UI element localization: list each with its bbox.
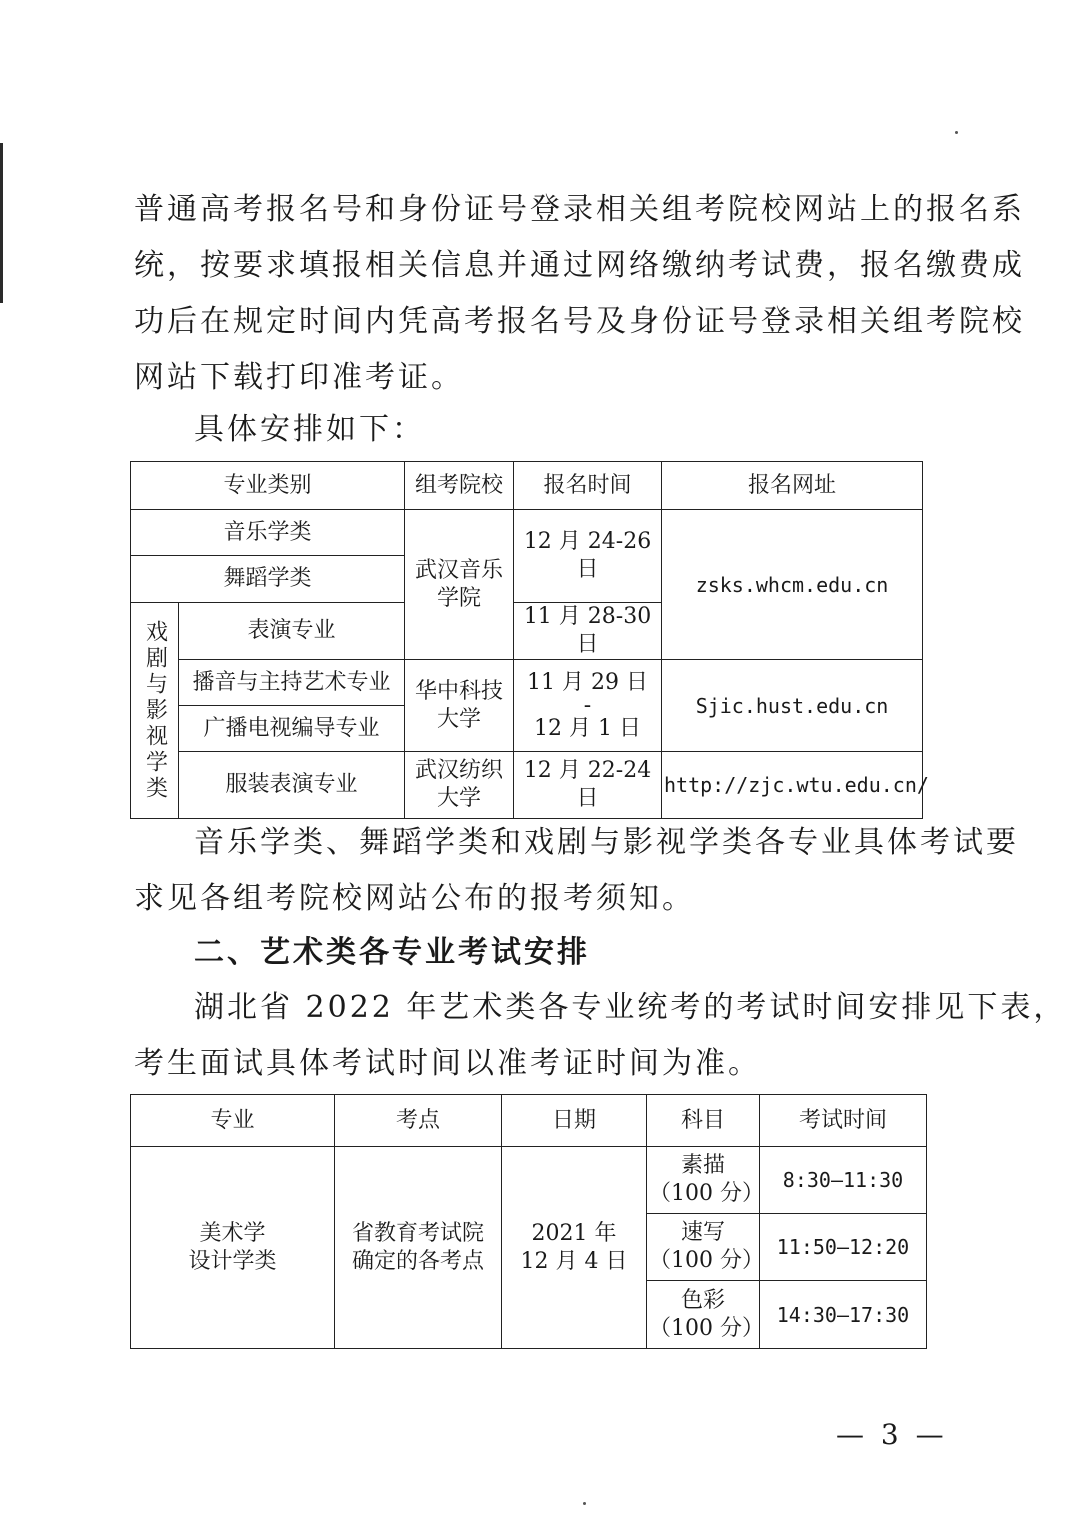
table-row — [131, 660, 923, 706]
major-fashion: 服装表演专业 — [179, 752, 405, 819]
arrangement-paragraph — [134, 402, 984, 458]
registration-table — [130, 461, 929, 819]
exam-paragraph — [134, 980, 1067, 1092]
header-cell: 报名时间 — [514, 462, 662, 510]
subject-cell: 素描 （100 分） — [647, 1147, 760, 1214]
exam-date: 2021 年 12 月 4 日 — [502, 1147, 647, 1349]
date-performance: 11 月 28-30 日 — [514, 603, 662, 660]
page-number: — 3 — — [836, 1418, 948, 1451]
header-cell: 考试时间 — [760, 1095, 927, 1147]
text-line: 功后在规定时间内凭高考报名号及身份证号登录相关组考院校 — [134, 304, 1025, 339]
exam-time-cell: 14:30—17:30 — [760, 1281, 927, 1349]
intro-paragraph — [134, 182, 1025, 406]
header-cell: 专业 — [131, 1095, 335, 1147]
exam-major: 美术学 设计学类 — [131, 1147, 335, 1349]
text-line: 统，按要求填报相关信息并通过网络缴纳考试费，报名缴费成 — [134, 248, 1025, 283]
subject-cell: 速写 （100 分） — [647, 1214, 760, 1281]
date-wtu: 12 月 22-24 日 — [514, 752, 662, 819]
school-whcm: 武汉音乐 学院 — [405, 510, 514, 660]
drama-film-category: 戏剧与影视学类 — [131, 603, 179, 819]
school-hust: 华中科技 大学 — [405, 660, 514, 752]
section-heading: 二、艺术类各专业考试安排 — [194, 935, 590, 970]
scan-speck — [955, 131, 958, 134]
text-line: 求见各组考院校网站公布的报考须知。 — [134, 881, 695, 916]
major-dance: 舞蹈学类 — [131, 556, 405, 603]
url-wtu: http://zjc.wtu.edu.cn/ — [662, 752, 923, 819]
table-header-row — [131, 1095, 927, 1147]
school-wtu: 武汉纺织 大学 — [405, 752, 514, 819]
scan-speck — [583, 1502, 586, 1505]
major-music: 音乐学类 — [131, 510, 405, 556]
table-row — [131, 1147, 927, 1214]
major-broadcasting: 播音与主持艺术专业 — [179, 660, 405, 706]
major-tv-directing: 广播电视编导专业 — [179, 706, 405, 752]
url-whcm: zsks.whcm.edu.cn — [662, 510, 923, 660]
header-cell: 报名网址 — [662, 462, 923, 510]
text-line: 具体安排如下： — [194, 412, 425, 447]
table-row — [131, 510, 923, 556]
date-hust: 11 月 29 日 - 12 月 1 日 — [514, 660, 662, 752]
text-line: 音乐学类、舞蹈学类和戏剧与影视学类各专业具体考试要 — [194, 825, 1019, 860]
exam-time-cell: 11:50—12:20 — [760, 1214, 927, 1281]
exam-time-cell: 8:30—11:30 — [760, 1147, 927, 1214]
text-line: 考生面试具体考试时间以准考证时间为准。 — [134, 1046, 761, 1081]
text-line: 普通高考报名号和身份证号登录相关组考院校网站上的报名系 — [134, 192, 1025, 227]
header-cell: 组考院校 — [405, 462, 514, 510]
header-cell: 日期 — [502, 1095, 647, 1147]
header-cell: 科目 — [647, 1095, 760, 1147]
date-music-dance: 12 月 24-26 日 — [514, 510, 662, 603]
table-header-row — [131, 462, 923, 510]
exam-schedule-table — [130, 1094, 927, 1349]
header-cell: 考点 — [335, 1095, 502, 1147]
table-row — [131, 752, 923, 819]
text-line: 网站下载打印准考证。 — [134, 360, 464, 395]
exam-location: 省教育考试院 确定的各考点 — [335, 1147, 502, 1349]
text-line: 湖北省 2022 年艺术类各专业统考的考试时间安排见下表， — [194, 990, 1067, 1025]
subject-cell: 色彩 （100 分） — [647, 1281, 760, 1349]
scan-edge-mark — [0, 143, 3, 303]
header-cell: 专业类别 — [131, 462, 405, 510]
url-hust: Sjic.hust.edu.cn — [662, 660, 923, 752]
notice-paragraph — [134, 815, 1019, 927]
major-performance: 表演专业 — [179, 603, 405, 660]
